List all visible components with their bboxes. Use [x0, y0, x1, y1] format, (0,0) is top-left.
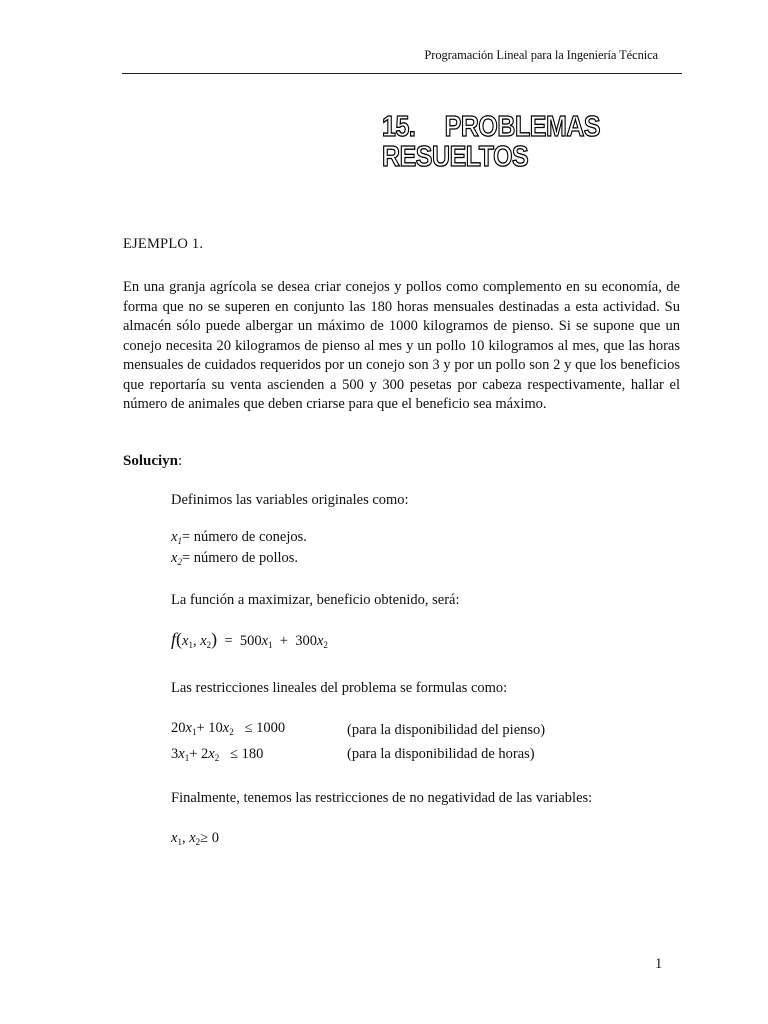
var-x2-description: = número de pollos. [181, 550, 299, 566]
variable-definition-x2 [171, 550, 298, 567]
constraints-intro: Las restricciones lineales del problema se formulas como: [171, 680, 508, 696]
chapter-title [382, 112, 600, 172]
nonnegativity-formula: $x_1$, $x_2\ge 0$ [171, 830, 219, 847]
solution-heading-label: Soluciyn [123, 453, 179, 469]
solution-heading-colon: : [178, 453, 183, 469]
chapter-title-word1: PROBLEMAS [444, 111, 601, 143]
variables-intro: Definimos las variables originales como: [171, 492, 409, 508]
constraint-1-formula: $20x_1+ 10x_2 \le 1000$ [171, 720, 286, 737]
objective-function-formula: $f(x_1$, $x_2) = 500x_1 + 300x_2$ [171, 629, 328, 650]
chapter-number: 15. [382, 111, 416, 143]
var-x1: $x_1$ [171, 529, 182, 546]
problem-statement: En una granja agrícola se desea criar conejos y pollos como complemento en su economía, de forma que no se superen en conjunto las 180 horas mensuales destinadas a esta actividad. Su almacén sólo puede albergar un máximo de 1000 kilogramos de pienso. Si se supone que un conejo necesita 20 kilogramos de pienso al mes y un pollo 10 kilogramos al mes, que las horas mensuales de cuidados requeridos por un conejo son 3 y por un pollo son 2 y que los beneficios que reportaría su venta ascienden a 500 y 300 pesetas por cabeza respectivamente, hallar el número de animales que deben criarse para que el beneficio sea máximo. [123, 279, 680, 412]
var-x1-description: = número de conejos. [181, 529, 307, 545]
constraint-2-note: (para la disponibilidad de horas) [347, 746, 535, 762]
solution-heading [123, 453, 182, 470]
example-heading: EJEMPLO 1. [123, 236, 204, 252]
page-number: 1 [655, 956, 663, 972]
chapter-title-line2: RESUELTOS [382, 141, 529, 173]
running-header: Programación Lineal para la Ingeniería Técnica [424, 48, 658, 62]
variable-definition-x1 [171, 529, 307, 546]
chapter-title-line1 [382, 112, 600, 142]
constraint-1-note: (para la disponibilidad del pienso) [347, 722, 546, 738]
header-rule [122, 73, 682, 74]
var-x2: $x_2$ [171, 550, 182, 567]
objective-intro: La función a maximizar, beneficio obtenido, será: [171, 592, 460, 608]
nonnegativity-intro: Finalmente, tenemos las restricciones de no negatividad de las variables: [171, 790, 593, 806]
constraint-2-formula: $3x_1+ 2x_2 \le 180$ [171, 746, 264, 763]
